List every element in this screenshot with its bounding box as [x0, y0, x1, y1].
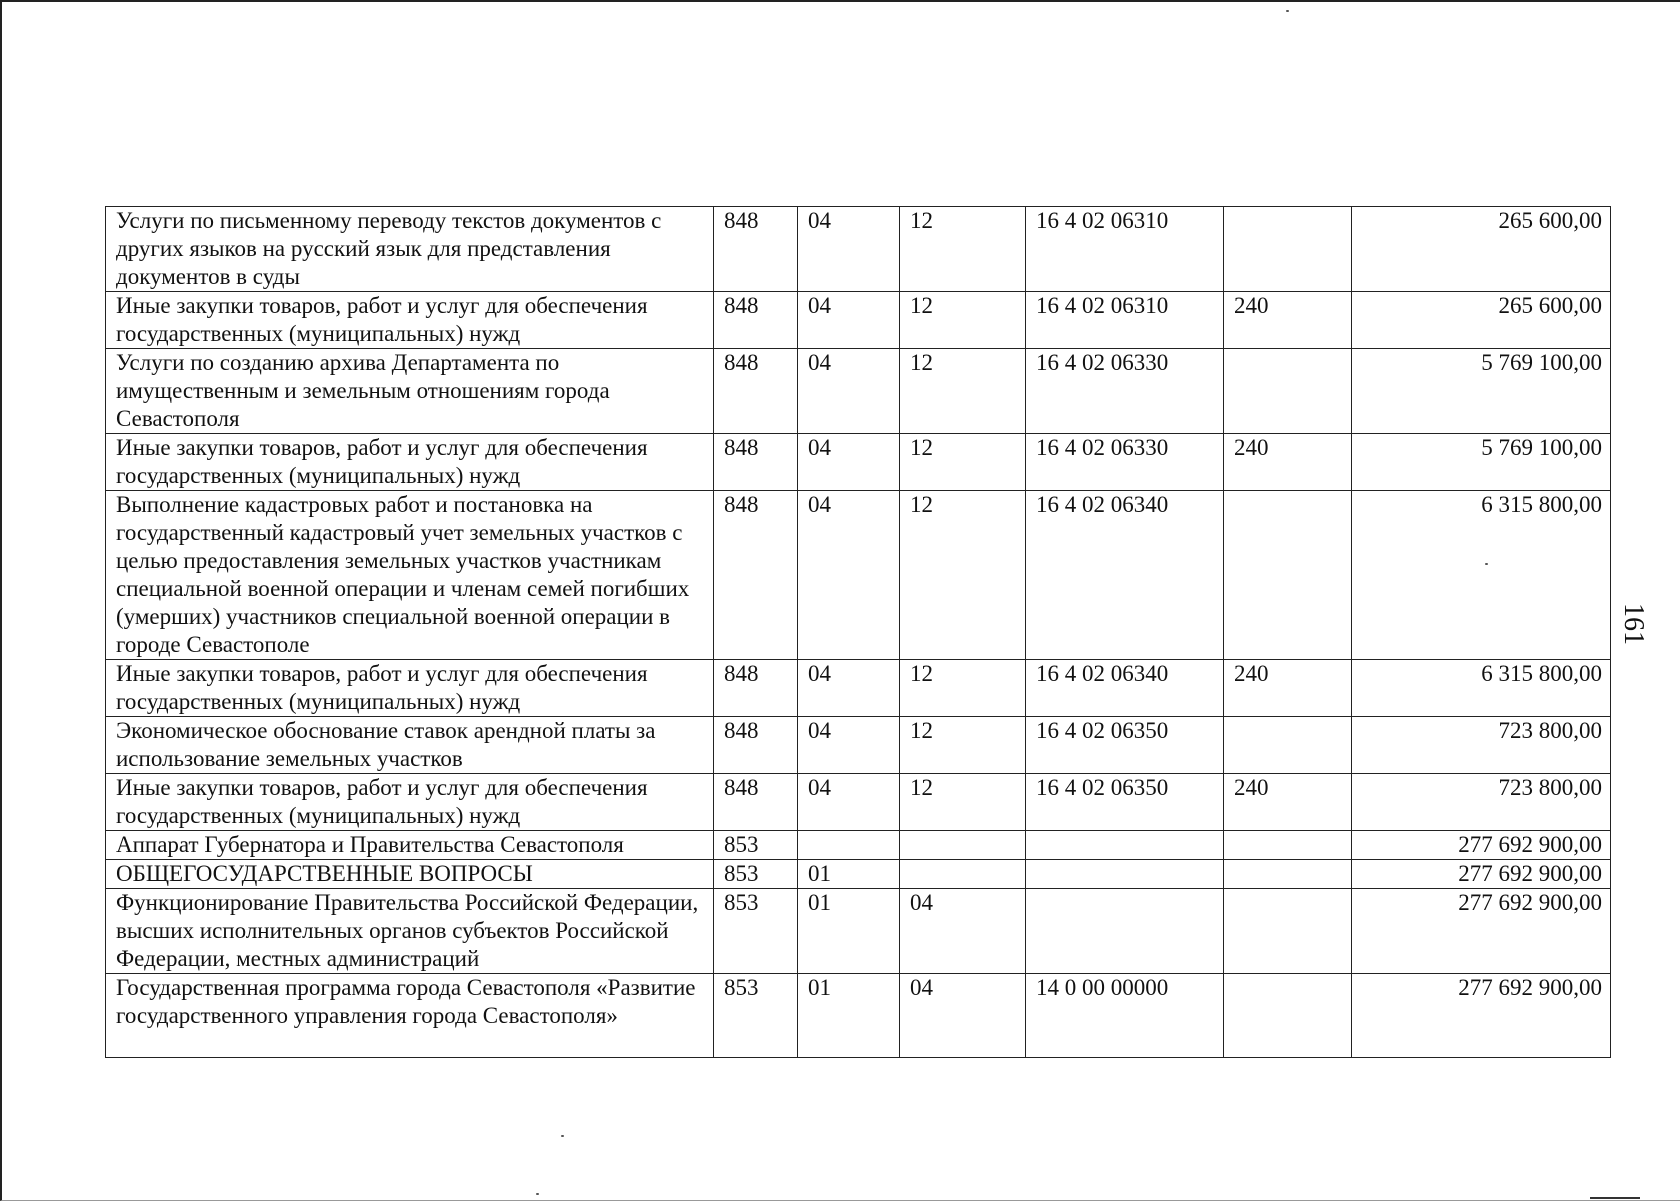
section-code: 04 [798, 434, 900, 491]
amount: 265 600,00 [1352, 292, 1611, 349]
subsection-code: 04 [900, 974, 1026, 1058]
grbs-code: 848 [714, 292, 798, 349]
target-article-code [1026, 889, 1224, 974]
expense-type-code [1224, 889, 1352, 974]
grbs-code: 853 [714, 974, 798, 1058]
grbs-code: 848 [714, 774, 798, 831]
target-article-code: 16 4 02 06310 [1026, 292, 1224, 349]
target-article-code [1026, 860, 1224, 889]
target-article-code: 16 4 02 06340 [1026, 491, 1224, 660]
subsection-code: 04 [900, 889, 1026, 974]
target-article-code: 16 4 02 06350 [1026, 774, 1224, 831]
expense-type-code [1224, 717, 1352, 774]
expense-name: Иные закупки товаров, работ и услуг для обеспечения государственных (муниципальных) нужд [106, 434, 714, 491]
page-number: 161 [1618, 603, 1649, 645]
section-code [798, 831, 900, 860]
expense-name: Государственная программа города Севастополя «Развитие государственного управления города Севастополя» [106, 974, 714, 1058]
grbs-code: 848 [714, 349, 798, 434]
grbs-code: 848 [714, 434, 798, 491]
target-article-code: 14 0 00 00000 [1026, 974, 1224, 1058]
section-code: 04 [798, 292, 900, 349]
table-row [106, 831, 1611, 860]
section-code: 04 [798, 491, 900, 660]
expense-name: Иные закупки товаров, работ и услуг для обеспечения государственных (муниципальных) нужд [106, 292, 714, 349]
amount: 5 769 100,00 [1352, 434, 1611, 491]
table-row [106, 434, 1611, 491]
target-article-code: 16 4 02 06330 [1026, 349, 1224, 434]
expense-type-code: 240 [1224, 292, 1352, 349]
table-row [106, 860, 1611, 889]
expense-name: Функционирование Правительства Российской Федерации, высших исполнительных органов субъектов Российской Федерации, местных администраций [106, 889, 714, 974]
expense-type-code: 240 [1224, 660, 1352, 717]
expense-name: ОБЩЕГОСУДАРСТВЕННЫЕ ВОПРОСЫ [106, 860, 714, 889]
scan-speck [1485, 563, 1488, 565]
footer-line [1590, 1197, 1640, 1199]
subsection-code: 12 [900, 491, 1026, 660]
expense-type-code [1224, 491, 1352, 660]
target-article-code [1026, 831, 1224, 860]
amount: 277 692 900,00 [1352, 889, 1611, 974]
target-article-code: 16 4 02 06330 [1026, 434, 1224, 491]
scan-speck [1286, 10, 1289, 12]
table-row [106, 349, 1611, 434]
table-row [106, 660, 1611, 717]
section-code: 04 [798, 207, 900, 292]
expense-type-code: 240 [1224, 434, 1352, 491]
table-row [106, 491, 1611, 660]
table-row [106, 889, 1611, 974]
expense-name: Услуги по созданию архива Департамента по имущественным и земельным отношениям города Севастополя [106, 349, 714, 434]
expense-type-code [1224, 207, 1352, 292]
section-code: 04 [798, 660, 900, 717]
subsection-code [900, 831, 1026, 860]
amount: 723 800,00 [1352, 774, 1611, 831]
amount: 277 692 900,00 [1352, 860, 1611, 889]
expense-name: Аппарат Губернатора и Правительства Севастополя [106, 831, 714, 860]
amount: 265 600,00 [1352, 207, 1611, 292]
grbs-code: 853 [714, 860, 798, 889]
subsection-code: 12 [900, 774, 1026, 831]
expense-type-code [1224, 831, 1352, 860]
section-code: 04 [798, 349, 900, 434]
table-row [106, 207, 1611, 292]
amount: 277 692 900,00 [1352, 831, 1611, 860]
amount: 6 315 800,00 [1352, 660, 1611, 717]
grbs-code: 848 [714, 491, 798, 660]
expense-type-code [1224, 860, 1352, 889]
target-article-code: 16 4 02 06310 [1026, 207, 1224, 292]
table-row [106, 974, 1611, 1058]
expense-type-code: 240 [1224, 774, 1352, 831]
budget-table [105, 206, 1611, 1058]
amount: 277 692 900,00 [1352, 974, 1611, 1058]
section-code: 01 [798, 974, 900, 1058]
grbs-code: 853 [714, 831, 798, 860]
subsection-code: 12 [900, 660, 1026, 717]
expense-name: Иные закупки товаров, работ и услуг для обеспечения государственных (муниципальных) нужд [106, 774, 714, 831]
expense-type-code [1224, 349, 1352, 434]
subsection-code: 12 [900, 292, 1026, 349]
grbs-code: 848 [714, 207, 798, 292]
target-article-code: 16 4 02 06350 [1026, 717, 1224, 774]
target-article-code: 16 4 02 06340 [1026, 660, 1224, 717]
table-row [106, 292, 1611, 349]
subsection-code: 12 [900, 434, 1026, 491]
expense-name: Услуги по письменному переводу текстов документов с других языков на русский язык для представления документов в суды [106, 207, 714, 292]
subsection-code: 12 [900, 717, 1026, 774]
grbs-code: 853 [714, 889, 798, 974]
expense-name: Иные закупки товаров, работ и услуг для обеспечения государственных (муниципальных) нужд [106, 660, 714, 717]
scan-speck [561, 1135, 564, 1137]
section-code: 04 [798, 717, 900, 774]
scan-speck [536, 1193, 539, 1195]
amount: 723 800,00 [1352, 717, 1611, 774]
table-row [106, 774, 1611, 831]
table-row [106, 717, 1611, 774]
subsection-code: 12 [900, 349, 1026, 434]
amount: 5 769 100,00 [1352, 349, 1611, 434]
grbs-code: 848 [714, 660, 798, 717]
subsection-code: 12 [900, 207, 1026, 292]
grbs-code: 848 [714, 717, 798, 774]
expense-name: Выполнение кадастровых работ и постановка на государственный кадастровый учет земельных участков с целью предоставления земельных участков участникам специальной военной операции и членам семей погибших (умерших) участников специальной военной операции в городе Севастополе [106, 491, 714, 660]
section-code: 04 [798, 774, 900, 831]
expense-name: Экономическое обоснование ставок арендной платы за использование земельных участков [106, 717, 714, 774]
section-code: 01 [798, 889, 900, 974]
subsection-code [900, 860, 1026, 889]
amount: 6 315 800,00 [1352, 491, 1611, 660]
expense-type-code [1224, 974, 1352, 1058]
section-code: 01 [798, 860, 900, 889]
